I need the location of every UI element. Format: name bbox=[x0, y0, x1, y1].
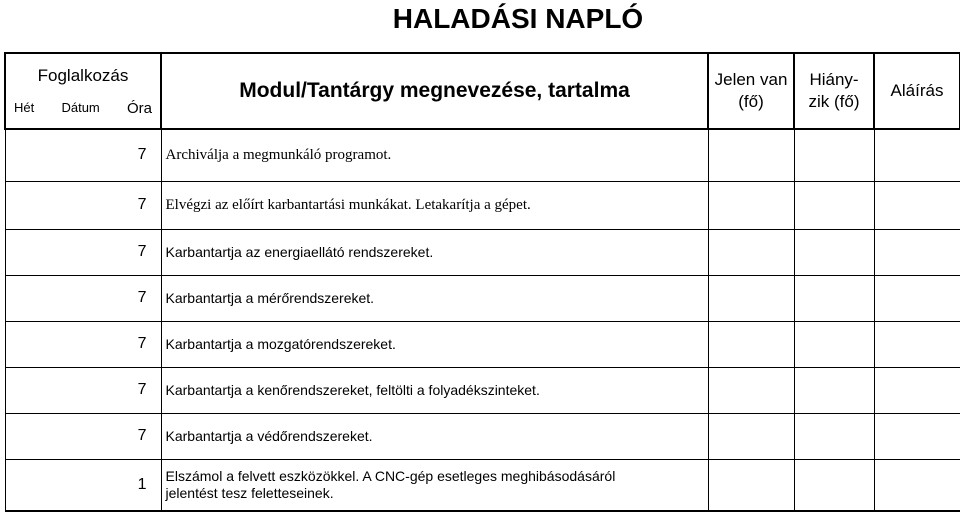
content-line2: jelentést tesz feletteseinek. bbox=[165, 484, 334, 501]
ora-cell: 7 bbox=[111, 367, 161, 413]
jelen-van-header bbox=[708, 53, 794, 129]
jelen-van-line1: Jelen van bbox=[714, 70, 788, 89]
modul-header: Modul/Tantárgy megnevezése, tartalma bbox=[161, 53, 708, 129]
ora-cell: 7 bbox=[111, 181, 161, 229]
het-label: Hét bbox=[14, 99, 35, 115]
jelen-van-line2: (fő) bbox=[738, 92, 764, 111]
table-row bbox=[5, 367, 960, 413]
ora-cell: 7 bbox=[111, 275, 161, 321]
content-cell: Karbantartja a kenőrendszereket, feltölti a folyadékszinteket. bbox=[161, 367, 708, 413]
table-row bbox=[5, 181, 960, 229]
datum-label: Dátum bbox=[61, 99, 100, 115]
table-row bbox=[5, 459, 960, 511]
ora-cell: 7 bbox=[111, 129, 161, 181]
foglalkozas-label: Foglalkozás bbox=[37, 65, 129, 85]
content-cell: Karbantartja a mérőrendszereket. bbox=[161, 275, 708, 321]
ora-cell: 1 bbox=[111, 459, 161, 511]
header-row bbox=[5, 53, 960, 129]
content-cell: Karbantartja a védőrendszereket. bbox=[161, 413, 708, 459]
header-foglalkozas bbox=[5, 53, 161, 129]
progress-log-table bbox=[4, 52, 960, 512]
page-title: HALADÁSI NAPLÓ bbox=[392, 3, 644, 34]
alairas-header: Aláírás bbox=[874, 53, 960, 129]
content-cell: Archiválja a megmunkáló programot. bbox=[161, 129, 708, 181]
hianyzik-line2: zik (fő) bbox=[808, 92, 860, 111]
ora-label: Óra bbox=[127, 99, 153, 117]
table-row bbox=[5, 275, 960, 321]
hianyzik-line1: Hiány- bbox=[809, 70, 859, 89]
table-row bbox=[5, 129, 960, 181]
ora-cell: 7 bbox=[111, 229, 161, 275]
hianyzik-header bbox=[794, 53, 874, 129]
content-cell: Elvégzi az előírt karbantartási munkákat. Letakarítja a gépet. bbox=[161, 181, 708, 229]
ora-cell: 7 bbox=[111, 321, 161, 367]
ora-cell: 7 bbox=[111, 413, 161, 459]
table-row bbox=[5, 321, 960, 367]
content-cell: Karbantartja az energiaellátó rendszereket. bbox=[161, 229, 708, 275]
table-row bbox=[5, 229, 960, 275]
table-row bbox=[5, 413, 960, 459]
content-cell: Karbantartja a mozgatórendszereket. bbox=[161, 321, 708, 367]
content-line1: Elszámol a felvett eszközökkel. A CNC-gép esetleges meghibásodásáról bbox=[165, 467, 616, 484]
content-cell bbox=[161, 459, 708, 511]
